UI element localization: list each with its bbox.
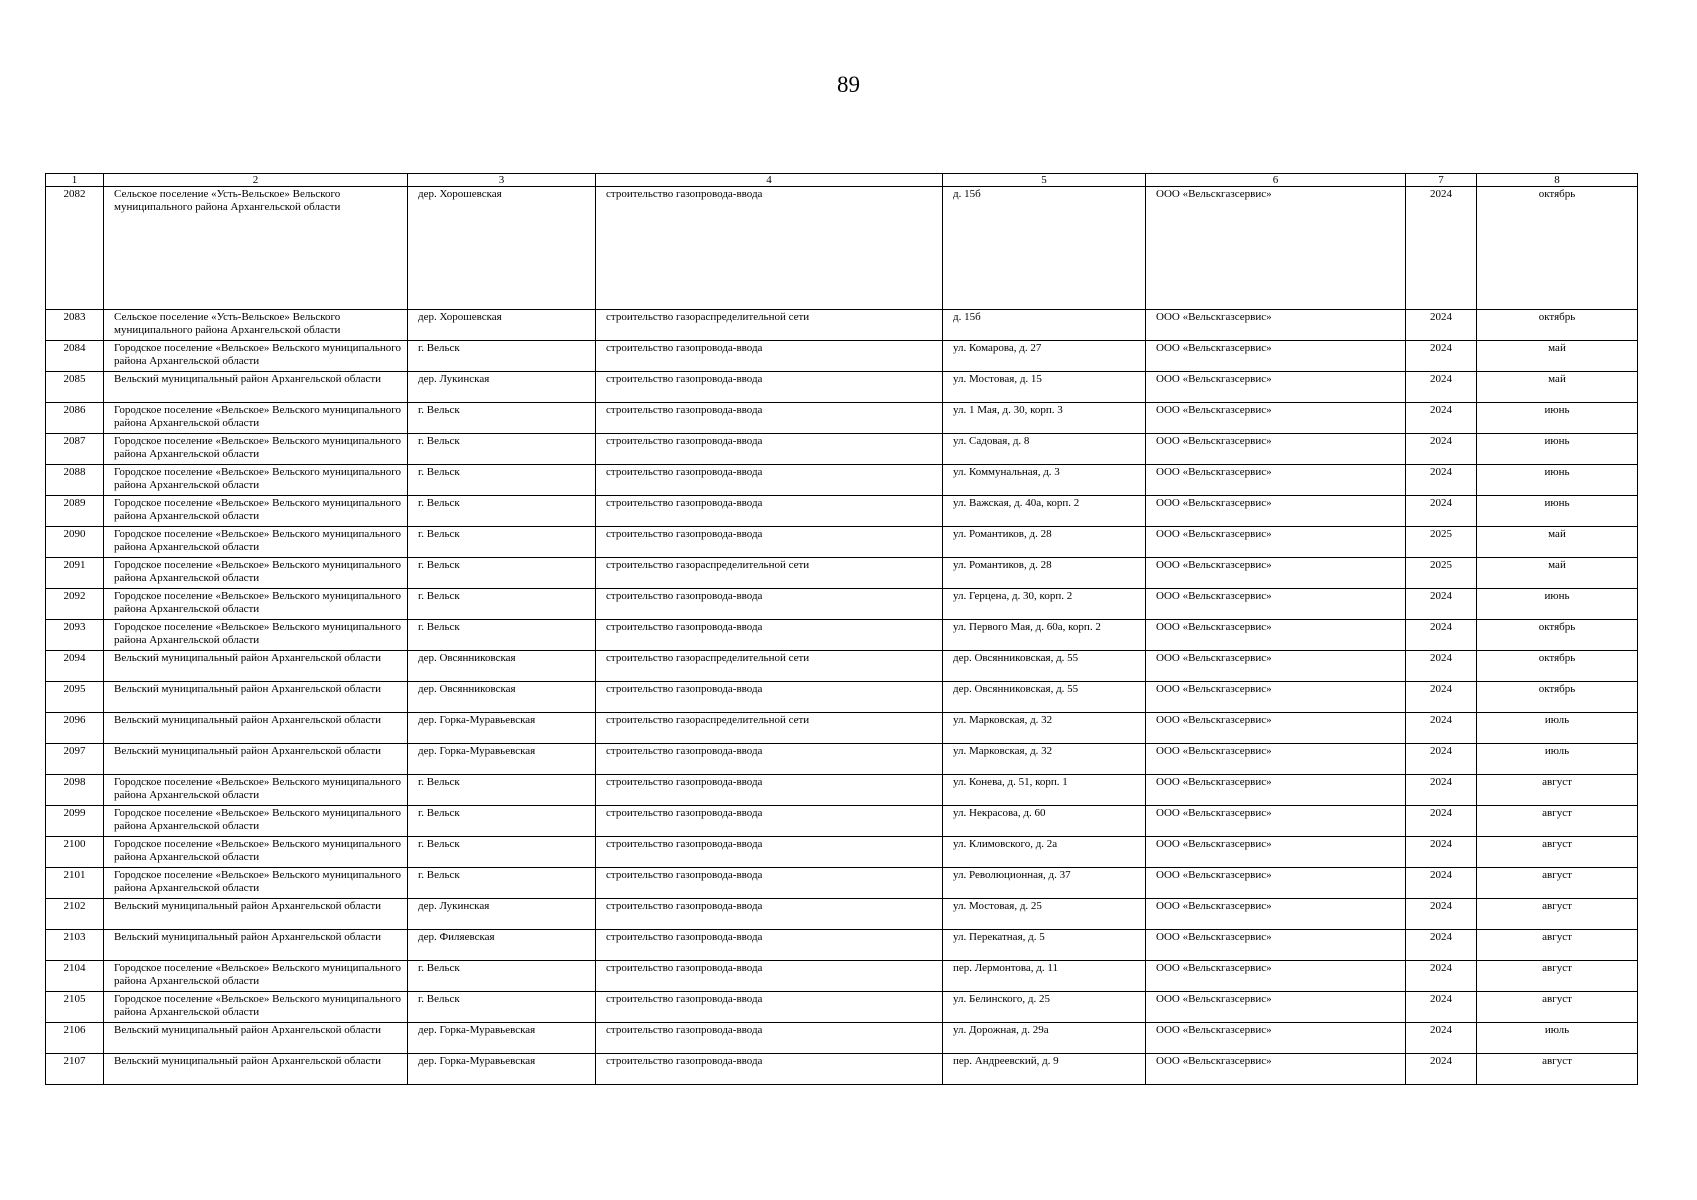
row-number: 2087 <box>46 434 104 465</box>
municipality-cell: Вельский муниципальный район Архангельской области <box>104 1023 408 1054</box>
municipality-cell: Сельское поселение «Усть-Вельское» Вельского муниципального района Архангельской области <box>104 187 408 310</box>
month-cell: май <box>1477 372 1638 403</box>
work-type-cell: строительство газопровода-ввода <box>596 682 943 713</box>
row-number: 2101 <box>46 868 104 899</box>
work-type-cell: строительство газопровода-ввода <box>596 961 943 992</box>
row-number: 2100 <box>46 837 104 868</box>
table-row <box>46 187 1638 310</box>
year-cell: 2024 <box>1406 744 1477 775</box>
locality-cell: г. Вельск <box>408 775 596 806</box>
address-cell: ул. Романтиков, д. 28 <box>943 558 1146 589</box>
address-cell: ул. Комарова, д. 27 <box>943 341 1146 372</box>
gas-works-table <box>45 173 1638 1085</box>
month-cell: август <box>1477 1054 1638 1085</box>
municipality-cell: Городское поселение «Вельское» Вельского муниципального района Архангельской области <box>104 558 408 589</box>
column-header-3: 3 <box>408 174 596 187</box>
address-cell: пер. Андреевский, д. 9 <box>943 1054 1146 1085</box>
row-number: 2082 <box>46 187 104 310</box>
month-cell: август <box>1477 806 1638 837</box>
locality-cell: г. Вельск <box>408 403 596 434</box>
column-number-row <box>46 174 1638 187</box>
year-cell: 2024 <box>1406 1023 1477 1054</box>
month-cell: июнь <box>1477 589 1638 620</box>
organization-cell: ООО «Вельскгазсервис» <box>1146 744 1406 775</box>
row-number: 2103 <box>46 930 104 961</box>
year-cell: 2024 <box>1406 187 1477 310</box>
row-number: 2095 <box>46 682 104 713</box>
month-cell: август <box>1477 775 1638 806</box>
municipality-cell: Вельский муниципальный район Архангельской области <box>104 651 408 682</box>
year-cell: 2024 <box>1406 682 1477 713</box>
address-cell: д. 15б <box>943 310 1146 341</box>
work-type-cell: строительство газопровода-ввода <box>596 589 943 620</box>
year-cell: 2024 <box>1406 992 1477 1023</box>
month-cell: август <box>1477 899 1638 930</box>
organization-cell: ООО «Вельскгазсервис» <box>1146 961 1406 992</box>
month-cell: октябрь <box>1477 651 1638 682</box>
locality-cell: дер. Лукинская <box>408 899 596 930</box>
municipality-cell: Городское поселение «Вельское» Вельского муниципального района Архангельской области <box>104 527 408 558</box>
work-type-cell: строительство газопровода-ввода <box>596 868 943 899</box>
column-header-6: 6 <box>1146 174 1406 187</box>
municipality-cell: Городское поселение «Вельское» Вельского муниципального района Архангельской области <box>104 620 408 651</box>
address-cell: ул. Важская, д. 40а, корп. 2 <box>943 496 1146 527</box>
row-number: 2094 <box>46 651 104 682</box>
work-type-cell: строительство газопровода-ввода <box>596 187 943 310</box>
row-number: 2098 <box>46 775 104 806</box>
table-row <box>46 620 1638 651</box>
row-number: 2092 <box>46 589 104 620</box>
organization-cell: ООО «Вельскгазсервис» <box>1146 558 1406 589</box>
month-cell: октябрь <box>1477 682 1638 713</box>
locality-cell: дер. Филяевская <box>408 930 596 961</box>
year-cell: 2024 <box>1406 372 1477 403</box>
organization-cell: ООО «Вельскгазсервис» <box>1146 837 1406 868</box>
table-row <box>46 682 1638 713</box>
work-type-cell: строительство газопровода-ввода <box>596 496 943 527</box>
organization-cell: ООО «Вельскгазсервис» <box>1146 434 1406 465</box>
table-row <box>46 651 1638 682</box>
table-body <box>46 187 1638 1085</box>
work-type-cell: строительство газопровода-ввода <box>596 465 943 496</box>
work-type-cell: строительство газопровода-ввода <box>596 899 943 930</box>
table-row <box>46 899 1638 930</box>
year-cell: 2024 <box>1406 961 1477 992</box>
year-cell: 2024 <box>1406 837 1477 868</box>
table-row <box>46 1054 1638 1085</box>
organization-cell: ООО «Вельскгазсервис» <box>1146 775 1406 806</box>
year-cell: 2024 <box>1406 899 1477 930</box>
municipality-cell: Вельский муниципальный район Архангельской области <box>104 713 408 744</box>
table-row <box>46 589 1638 620</box>
work-type-cell: строительство газораспределительной сети <box>596 558 943 589</box>
year-cell: 2024 <box>1406 496 1477 527</box>
table-row <box>46 403 1638 434</box>
row-number: 2099 <box>46 806 104 837</box>
year-cell: 2025 <box>1406 558 1477 589</box>
table-row <box>46 806 1638 837</box>
work-type-cell: строительство газораспределительной сети <box>596 713 943 744</box>
work-type-cell: строительство газопровода-ввода <box>596 620 943 651</box>
row-number: 2085 <box>46 372 104 403</box>
row-number: 2096 <box>46 713 104 744</box>
table-row <box>46 1023 1638 1054</box>
month-cell: октябрь <box>1477 310 1638 341</box>
locality-cell: г. Вельск <box>408 341 596 372</box>
organization-cell: ООО «Вельскгазсервис» <box>1146 992 1406 1023</box>
locality-cell: дер. Лукинская <box>408 372 596 403</box>
address-cell: ул. Дорожная, д. 29а <box>943 1023 1146 1054</box>
municipality-cell: Городское поселение «Вельское» Вельского муниципального района Архангельской области <box>104 868 408 899</box>
organization-cell: ООО «Вельскгазсервис» <box>1146 372 1406 403</box>
municipality-cell: Городское поселение «Вельское» Вельского муниципального района Архангельской области <box>104 341 408 372</box>
month-cell: октябрь <box>1477 620 1638 651</box>
locality-cell: дер. Хорошевская <box>408 310 596 341</box>
month-cell: август <box>1477 961 1638 992</box>
municipality-cell: Городское поселение «Вельское» Вельского муниципального района Архангельской области <box>104 496 408 527</box>
table-row <box>46 372 1638 403</box>
organization-cell: ООО «Вельскгазсервис» <box>1146 403 1406 434</box>
work-type-cell: строительство газораспределительной сети <box>596 310 943 341</box>
address-cell: ул. Марковская, д. 32 <box>943 713 1146 744</box>
locality-cell: дер. Овсянниковская <box>408 682 596 713</box>
organization-cell: ООО «Вельскгазсервис» <box>1146 620 1406 651</box>
locality-cell: г. Вельск <box>408 434 596 465</box>
table-row <box>46 341 1638 372</box>
organization-cell: ООО «Вельскгазсервис» <box>1146 899 1406 930</box>
row-number: 2090 <box>46 527 104 558</box>
month-cell: август <box>1477 930 1638 961</box>
municipality-cell: Сельское поселение «Усть-Вельское» Вельского муниципального района Архангельской области <box>104 310 408 341</box>
work-type-cell: строительство газопровода-ввода <box>596 744 943 775</box>
organization-cell: ООО «Вельскгазсервис» <box>1146 589 1406 620</box>
locality-cell: г. Вельск <box>408 496 596 527</box>
municipality-cell: Вельский муниципальный район Архангельской области <box>104 744 408 775</box>
work-type-cell: строительство газопровода-ввода <box>596 806 943 837</box>
row-number: 2091 <box>46 558 104 589</box>
organization-cell: ООО «Вельскгазсервис» <box>1146 527 1406 558</box>
table-row <box>46 465 1638 496</box>
municipality-cell: Городское поселение «Вельское» Вельского муниципального района Архангельской области <box>104 837 408 868</box>
municipality-cell: Вельский муниципальный район Архангельской области <box>104 682 408 713</box>
organization-cell: ООО «Вельскгазсервис» <box>1146 868 1406 899</box>
address-cell: ул. Коммунальная, д. 3 <box>943 465 1146 496</box>
address-cell: ул. 1 Мая, д. 30, корп. 3 <box>943 403 1146 434</box>
locality-cell: дер. Хорошевская <box>408 187 596 310</box>
work-type-cell: строительство газопровода-ввода <box>596 1023 943 1054</box>
row-number: 2089 <box>46 496 104 527</box>
address-cell: дер. Овсянниковская, д. 55 <box>943 651 1146 682</box>
row-number: 2083 <box>46 310 104 341</box>
row-number: 2102 <box>46 899 104 930</box>
organization-cell: ООО «Вельскгазсервис» <box>1146 187 1406 310</box>
year-cell: 2025 <box>1406 527 1477 558</box>
locality-cell: дер. Горка-Муравьевская <box>408 713 596 744</box>
locality-cell: г. Вельск <box>408 806 596 837</box>
table-row <box>46 930 1638 961</box>
column-header-8: 8 <box>1477 174 1638 187</box>
table-row <box>46 837 1638 868</box>
row-number: 2093 <box>46 620 104 651</box>
organization-cell: ООО «Вельскгазсервис» <box>1146 930 1406 961</box>
work-type-cell: строительство газопровода-ввода <box>596 434 943 465</box>
address-cell: ул. Герцена, д. 30, корп. 2 <box>943 589 1146 620</box>
organization-cell: ООО «Вельскгазсервис» <box>1146 310 1406 341</box>
address-cell: ул. Революционная, д. 37 <box>943 868 1146 899</box>
locality-cell: дер. Овсянниковская <box>408 651 596 682</box>
municipality-cell: Городское поселение «Вельское» Вельского муниципального района Архангельской области <box>104 403 408 434</box>
organization-cell: ООО «Вельскгазсервис» <box>1146 1023 1406 1054</box>
month-cell: июль <box>1477 1023 1638 1054</box>
locality-cell: г. Вельск <box>408 992 596 1023</box>
year-cell: 2024 <box>1406 589 1477 620</box>
table-row <box>46 961 1638 992</box>
address-cell: дер. Овсянниковская, д. 55 <box>943 682 1146 713</box>
table-row <box>46 868 1638 899</box>
month-cell: май <box>1477 341 1638 372</box>
work-type-cell: строительство газопровода-ввода <box>596 930 943 961</box>
locality-cell: г. Вельск <box>408 465 596 496</box>
organization-cell: ООО «Вельскгазсервис» <box>1146 496 1406 527</box>
row-number: 2088 <box>46 465 104 496</box>
locality-cell: г. Вельск <box>408 620 596 651</box>
address-cell: ул. Романтиков, д. 28 <box>943 527 1146 558</box>
organization-cell: ООО «Вельскгазсервис» <box>1146 341 1406 372</box>
month-cell: август <box>1477 837 1638 868</box>
work-type-cell: строительство газопровода-ввода <box>596 992 943 1023</box>
work-type-cell: строительство газопровода-ввода <box>596 837 943 868</box>
column-header-4: 4 <box>596 174 943 187</box>
municipality-cell: Городское поселение «Вельское» Вельского муниципального района Архангельской области <box>104 775 408 806</box>
row-number: 2105 <box>46 992 104 1023</box>
work-type-cell: строительство газораспределительной сети <box>596 651 943 682</box>
work-type-cell: строительство газопровода-ввода <box>596 372 943 403</box>
address-cell: д. 15б <box>943 187 1146 310</box>
month-cell: июнь <box>1477 434 1638 465</box>
municipality-cell: Городское поселение «Вельское» Вельского муниципального района Архангельской области <box>104 465 408 496</box>
column-header-5: 5 <box>943 174 1146 187</box>
month-cell: май <box>1477 558 1638 589</box>
organization-cell: ООО «Вельскгазсервис» <box>1146 1054 1406 1085</box>
year-cell: 2024 <box>1406 651 1477 682</box>
organization-cell: ООО «Вельскгазсервис» <box>1146 806 1406 837</box>
address-cell: ул. Мостовая, д. 15 <box>943 372 1146 403</box>
month-cell: август <box>1477 868 1638 899</box>
address-cell: ул. Конева, д. 51, корп. 1 <box>943 775 1146 806</box>
municipality-cell: Городское поселение «Вельское» Вельского муниципального района Архангельской области <box>104 589 408 620</box>
row-number: 2086 <box>46 403 104 434</box>
column-header-2: 2 <box>104 174 408 187</box>
organization-cell: ООО «Вельскгазсервис» <box>1146 651 1406 682</box>
address-cell: ул. Белинского, д. 25 <box>943 992 1146 1023</box>
row-number: 2104 <box>46 961 104 992</box>
table-row <box>46 992 1638 1023</box>
year-cell: 2024 <box>1406 930 1477 961</box>
row-number: 2097 <box>46 744 104 775</box>
row-number: 2107 <box>46 1054 104 1085</box>
year-cell: 2024 <box>1406 713 1477 744</box>
month-cell: июль <box>1477 713 1638 744</box>
address-cell: ул. Марковская, д. 32 <box>943 744 1146 775</box>
page-number: 89 <box>837 72 860 97</box>
table-row <box>46 527 1638 558</box>
year-cell: 2024 <box>1406 775 1477 806</box>
municipality-cell: Городское поселение «Вельское» Вельского муниципального района Архангельской области <box>104 806 408 837</box>
column-header-7: 7 <box>1406 174 1477 187</box>
locality-cell: дер. Горка-Муравьевская <box>408 1023 596 1054</box>
month-cell: май <box>1477 527 1638 558</box>
month-cell: июнь <box>1477 465 1638 496</box>
table-row <box>46 775 1638 806</box>
table-row <box>46 496 1638 527</box>
year-cell: 2024 <box>1406 341 1477 372</box>
column-header-1: 1 <box>46 174 104 187</box>
table-row <box>46 434 1638 465</box>
municipality-cell: Вельский муниципальный район Архангельской области <box>104 899 408 930</box>
month-cell: октябрь <box>1477 187 1638 310</box>
address-cell: ул. Климовского, д. 2а <box>943 837 1146 868</box>
address-cell: ул. Мостовая, д. 25 <box>943 899 1146 930</box>
year-cell: 2024 <box>1406 434 1477 465</box>
table-row <box>46 713 1638 744</box>
table-row <box>46 744 1638 775</box>
year-cell: 2024 <box>1406 310 1477 341</box>
municipality-cell: Вельский муниципальный район Архангельской области <box>104 372 408 403</box>
locality-cell: г. Вельск <box>408 527 596 558</box>
month-cell: август <box>1477 992 1638 1023</box>
row-number: 2106 <box>46 1023 104 1054</box>
locality-cell: г. Вельск <box>408 961 596 992</box>
municipality-cell: Городское поселение «Вельское» Вельского муниципального района Архангельской области <box>104 434 408 465</box>
month-cell: июнь <box>1477 403 1638 434</box>
month-cell: июнь <box>1477 496 1638 527</box>
month-cell: июль <box>1477 744 1638 775</box>
work-type-cell: строительство газопровода-ввода <box>596 775 943 806</box>
year-cell: 2024 <box>1406 1054 1477 1085</box>
municipality-cell: Вельский муниципальный район Архангельской области <box>104 930 408 961</box>
work-type-cell: строительство газопровода-ввода <box>596 341 943 372</box>
organization-cell: ООО «Вельскгазсервис» <box>1146 713 1406 744</box>
year-cell: 2024 <box>1406 806 1477 837</box>
work-type-cell: строительство газопровода-ввода <box>596 527 943 558</box>
locality-cell: г. Вельск <box>408 837 596 868</box>
address-cell: ул. Первого Мая, д. 60а, корп. 2 <box>943 620 1146 651</box>
locality-cell: дер. Горка-Муравьевская <box>408 744 596 775</box>
table-row <box>46 310 1638 341</box>
year-cell: 2024 <box>1406 403 1477 434</box>
year-cell: 2024 <box>1406 465 1477 496</box>
organization-cell: ООО «Вельскгазсервис» <box>1146 682 1406 713</box>
address-cell: ул. Некрасова, д. 60 <box>943 806 1146 837</box>
work-type-cell: строительство газопровода-ввода <box>596 1054 943 1085</box>
table-row <box>46 558 1638 589</box>
locality-cell: г. Вельск <box>408 558 596 589</box>
municipality-cell: Вельский муниципальный район Архангельской области <box>104 1054 408 1085</box>
year-cell: 2024 <box>1406 620 1477 651</box>
locality-cell: дер. Горка-Муравьевская <box>408 1054 596 1085</box>
work-type-cell: строительство газопровода-ввода <box>596 403 943 434</box>
address-cell: ул. Перекатная, д. 5 <box>943 930 1146 961</box>
address-cell: ул. Садовая, д. 8 <box>943 434 1146 465</box>
year-cell: 2024 <box>1406 868 1477 899</box>
row-number: 2084 <box>46 341 104 372</box>
locality-cell: г. Вельск <box>408 589 596 620</box>
municipality-cell: Городское поселение «Вельское» Вельского муниципального района Архангельской области <box>104 961 408 992</box>
locality-cell: г. Вельск <box>408 868 596 899</box>
organization-cell: ООО «Вельскгазсервис» <box>1146 465 1406 496</box>
municipality-cell: Городское поселение «Вельское» Вельского муниципального района Архангельской области <box>104 992 408 1023</box>
address-cell: пер. Лермонтова, д. 11 <box>943 961 1146 992</box>
